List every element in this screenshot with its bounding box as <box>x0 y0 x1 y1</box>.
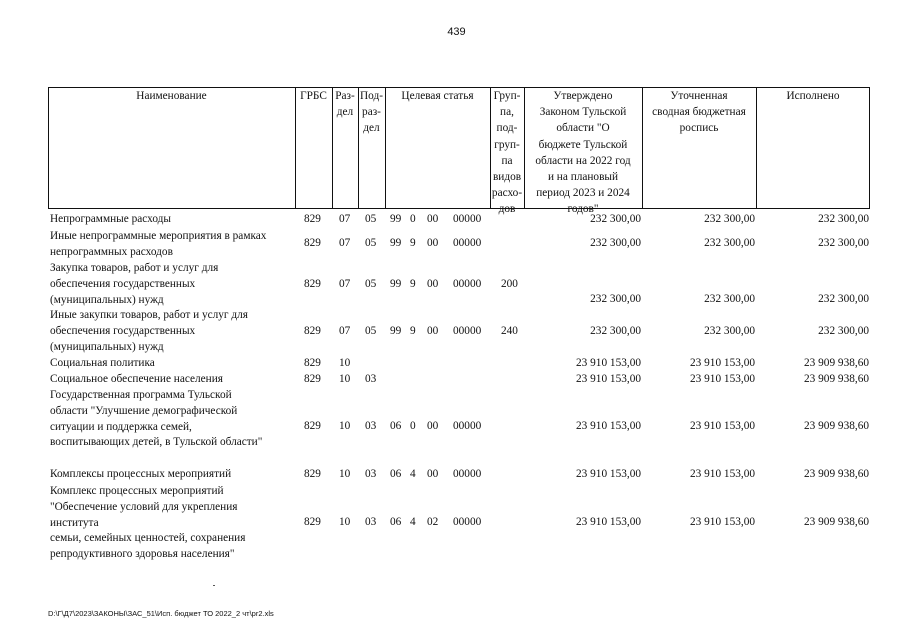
row-cs-main: 00 <box>427 213 439 225</box>
row-cs-direction: 00000 <box>453 468 482 480</box>
row-refined: 232 300,00 <box>704 237 755 249</box>
row-refined: 23 910 153,00 <box>690 516 755 528</box>
row-razdel: 07 <box>339 278 351 290</box>
row-cs-main: 00 <box>427 325 439 337</box>
row-approved: 232 300,00 <box>590 325 641 337</box>
row-name: Социальное обеспечение населения <box>50 373 223 385</box>
row-cs-main: 00 <box>427 278 439 290</box>
row-grbs: 829 <box>304 237 321 249</box>
row-executed: 23 909 938,60 <box>804 468 869 480</box>
footer-file-path: D:\Г\Д7\2023\ЗАКОНЫ\ЗАС_51\Исп. бюджет ТО 2022_2 чт\pr2.xls <box>48 609 274 618</box>
row-podrazdel: 03 <box>365 373 377 385</box>
row-cs-program: 99 <box>390 237 402 249</box>
row-podrazdel: 03 <box>365 468 377 480</box>
row-cs-program: 06 <box>390 516 402 528</box>
header-approved: Утверждено Законом Тульской области "О бюджете Тульской области на 2022 год и на плановый период 2023 и 2024 годов" <box>535 90 631 216</box>
row-refined: 23 910 153,00 <box>690 373 755 385</box>
row-razdel: 07 <box>339 237 351 249</box>
row-executed: 232 300,00 <box>818 213 869 225</box>
row-name: Иные непрограммные мероприятия в рамках непрограммных расходов <box>50 230 267 258</box>
row-grbs: 829 <box>304 325 321 337</box>
row-cs-main: 00 <box>427 420 439 432</box>
row-cs-direction: 00000 <box>453 213 482 225</box>
row-cs-type: 9 <box>410 237 416 249</box>
row-cs-direction: 00000 <box>453 420 482 432</box>
row-razdel: 10 <box>339 373 351 385</box>
header-divider <box>756 87 757 209</box>
row-name: Закупка товаров, работ и услуг для обеспечения государственных (муниципальных) нужд <box>50 262 219 306</box>
row-cs-program: 99 <box>390 213 402 225</box>
row-razdel: 07 <box>339 325 351 337</box>
row-cs-type: 4 <box>410 516 416 528</box>
row-approved: 23 910 153,00 <box>576 373 641 385</box>
header-divider <box>385 87 386 209</box>
row-approved: 23 910 153,00 <box>576 420 641 432</box>
row-cs-type: 0 <box>410 213 416 225</box>
row-name: Иные закупки товаров, работ и услуг для обеспечения государственных (муниципальных) нужд <box>50 309 248 353</box>
row-grbs: 829 <box>304 420 321 432</box>
row-refined: 232 300,00 <box>704 325 755 337</box>
row-refined: 232 300,00 <box>704 213 755 225</box>
header-podrazdel: Под- раз- дел <box>360 90 383 135</box>
row-name: Социальная политика <box>50 357 155 369</box>
row-approved: 23 910 153,00 <box>576 516 641 528</box>
row-executed: 23 909 938,60 <box>804 420 869 432</box>
row-grbs: 829 <box>304 516 321 528</box>
row-cs-direction: 00000 <box>453 325 482 337</box>
row-vr: 240 <box>501 325 518 337</box>
row-cs-program: 99 <box>390 278 402 290</box>
row-approved: 232 300,00 <box>590 293 641 305</box>
row-name: Непрограммные расходы <box>50 213 171 225</box>
row-approved: 232 300,00 <box>590 213 641 225</box>
row-executed: 23 909 938,60 <box>804 357 869 369</box>
row-cs-program: 99 <box>390 325 402 337</box>
row-cs-type: 9 <box>410 325 416 337</box>
header-razdel: Раз- дел <box>335 90 355 119</box>
row-podrazdel: 05 <box>365 237 377 249</box>
row-razdel: 07 <box>339 213 351 225</box>
row-grbs: 829 <box>304 357 321 369</box>
row-vr: 200 <box>501 278 518 290</box>
row-executed: 232 300,00 <box>818 293 869 305</box>
header-executed: Исполнено <box>786 90 840 102</box>
row-cs-program: 06 <box>390 468 402 480</box>
row-cs-type: 0 <box>410 420 416 432</box>
row-razdel: 10 <box>339 420 351 432</box>
header-refined: Уточненная сводная бюджетная роспись <box>652 90 746 135</box>
row-podrazdel: 03 <box>365 516 377 528</box>
row-grbs: 829 <box>304 373 321 385</box>
row-approved: 232 300,00 <box>590 237 641 249</box>
row-podrazdel: 05 <box>365 325 377 337</box>
row-podrazdel: 05 <box>365 213 377 225</box>
row-refined: 23 910 153,00 <box>690 468 755 480</box>
row-podrazdel: 05 <box>365 278 377 290</box>
row-refined: 232 300,00 <box>704 293 755 305</box>
row-name: Комплексы процессных мероприятий <box>50 468 232 480</box>
row-refined: 23 910 153,00 <box>690 357 755 369</box>
row-cs-main: 00 <box>427 468 439 480</box>
row-approved: 23 910 153,00 <box>576 468 641 480</box>
row-cs-type: 4 <box>410 468 416 480</box>
row-executed: 23 909 938,60 <box>804 516 869 528</box>
row-podrazdel: 03 <box>365 420 377 432</box>
header-divider <box>295 87 296 209</box>
row-executed: 232 300,00 <box>818 237 869 249</box>
header-celevaya-statya: Целевая статья <box>401 90 474 102</box>
row-executed: 232 300,00 <box>818 325 869 337</box>
scan-speck <box>213 585 215 586</box>
row-cs-main: 02 <box>427 516 439 528</box>
row-name: Комплекс процессных мероприятий "Обеспечение условий для укрепления института семьи, семейных ценностей, сохранения репродуктивного здоровья населения" <box>50 485 246 561</box>
row-razdel: 10 <box>339 516 351 528</box>
row-cs-direction: 00000 <box>453 516 482 528</box>
row-grbs: 829 <box>304 468 321 480</box>
row-cs-program: 06 <box>390 420 402 432</box>
row-refined: 23 910 153,00 <box>690 420 755 432</box>
header-grbs: ГРБС <box>300 90 327 102</box>
row-name: Государственная программа Тульской области "Улучшение демографической ситуации и поддержка семей, воспитывающих детей, в Тульской области" <box>50 389 263 449</box>
row-executed: 23 909 938,60 <box>804 373 869 385</box>
header-name: Наименование <box>136 90 207 102</box>
row-grbs: 829 <box>304 278 321 290</box>
row-cs-direction: 00000 <box>453 237 482 249</box>
page-number: 439 <box>447 26 466 38</box>
row-cs-main: 00 <box>427 237 439 249</box>
row-cs-direction: 00000 <box>453 278 482 290</box>
row-cs-type: 9 <box>410 278 416 290</box>
row-razdel: 10 <box>339 357 351 369</box>
row-grbs: 829 <box>304 213 321 225</box>
header-gruppa: Груп- па, под- груп- па видов расхо- дов <box>491 90 523 216</box>
row-approved: 23 910 153,00 <box>576 357 641 369</box>
row-razdel: 10 <box>339 468 351 480</box>
